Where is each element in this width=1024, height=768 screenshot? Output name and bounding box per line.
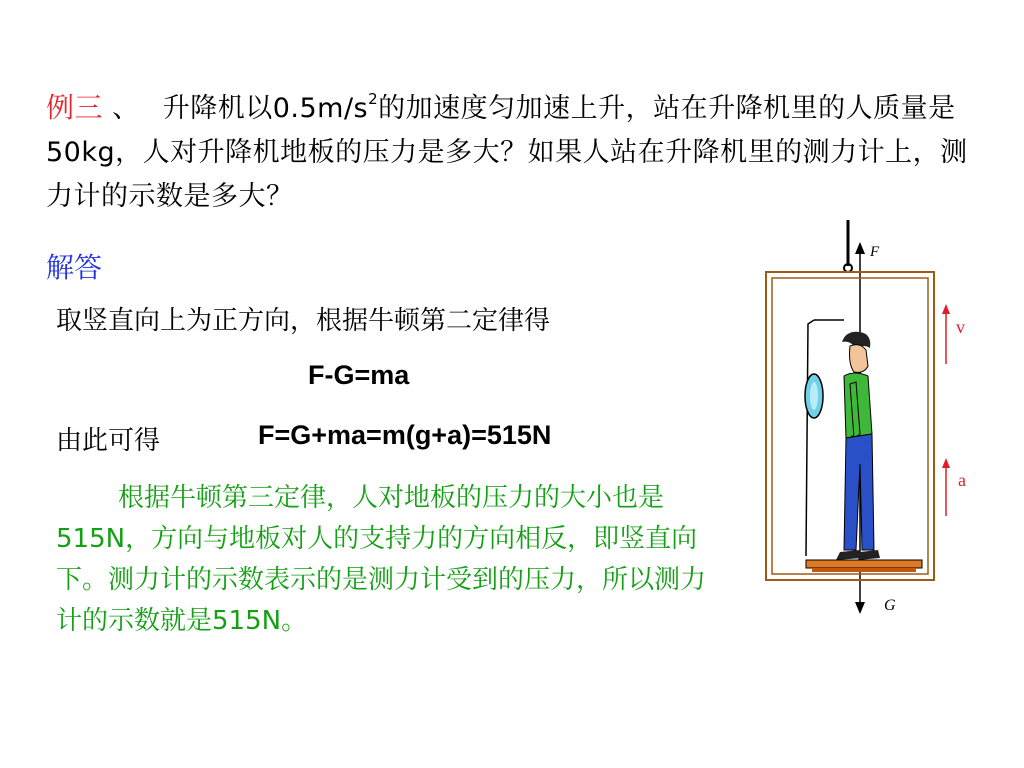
label-f: F <box>870 244 880 260</box>
equation-2: F=G+ma=m(g+a)=515N <box>258 420 552 450</box>
problem-text-a: 升降机以0.5m/s <box>162 93 369 124</box>
label-g: G <box>884 597 896 614</box>
gravity-g-arrow-icon <box>855 602 865 614</box>
force-f-arrow-icon <box>855 242 865 254</box>
exponent: 2 <box>368 90 379 108</box>
gauge-face <box>810 382 818 410</box>
solution-line-1: 取竖直向上为正方向，根据牛顿第二定律得 <box>56 306 551 336</box>
answer-label: 解答 <box>46 251 103 284</box>
person-icon <box>836 332 880 560</box>
conclusion-text: 根据牛顿第三定律，人对地板的压力的大小也是515N，方向与地板对人的支持力的方向相反，即竖直向下。测力计的示数表示的是测力计受到的压力，所以测力计的示数就是515N。 <box>56 483 707 636</box>
wall-rail <box>806 320 814 556</box>
example-separator: 、 <box>112 93 140 124</box>
elevator-figure <box>756 216 988 620</box>
acceleration-arrow-icon <box>942 458 950 468</box>
scale-base <box>812 568 916 572</box>
example-label: 例三 <box>46 91 104 124</box>
velocity-arrow-icon <box>942 304 950 314</box>
label-v: v <box>956 317 965 337</box>
label-a: a <box>958 470 966 490</box>
solution-line-3-label: 由此可得 <box>56 426 161 456</box>
conclusion-paragraph <box>56 478 720 642</box>
equation-1: F-G=ma <box>308 360 410 390</box>
problem-text-b: 的加速度匀加速上升，站在升降机里的人质量是50kg，人对升降机地板的压力是多大？如果人站在升降机里的测力计上，测力计的示数是多大？ <box>46 93 968 212</box>
problem-statement <box>46 86 986 219</box>
scale-platform <box>806 560 922 568</box>
